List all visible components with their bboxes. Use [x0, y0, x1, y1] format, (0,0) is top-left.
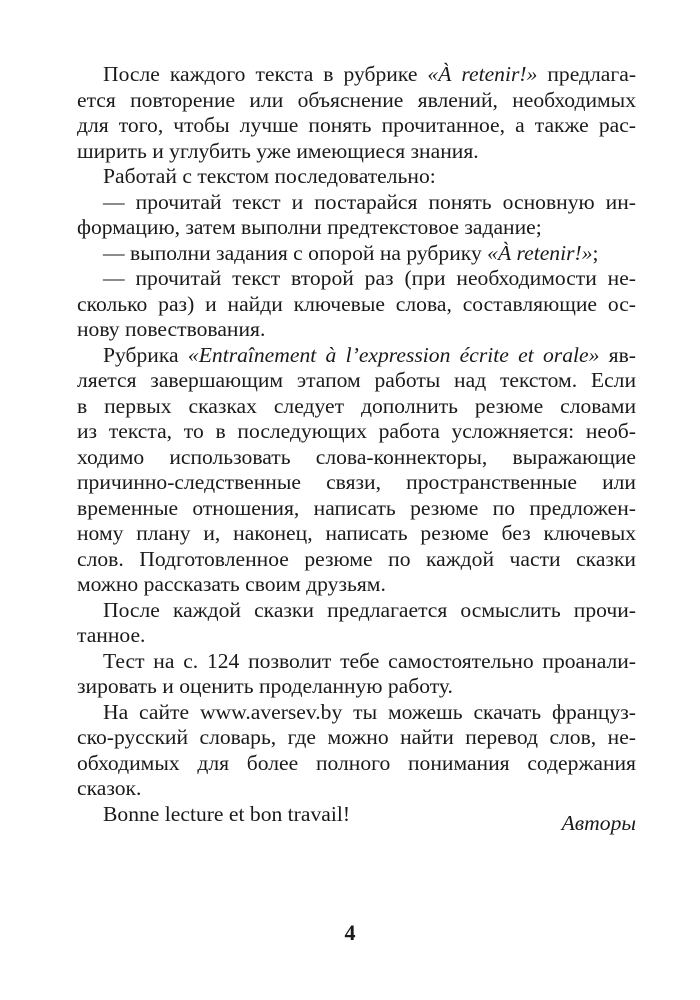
text-segment: ляется завершающим этапом работы над текстом. Если: [77, 368, 636, 392]
paragraph: [77, 190, 636, 241]
text-segment: — прочитай текст второй раз (при необходимости не-: [103, 266, 636, 290]
text-line: [77, 62, 636, 88]
text-line: [77, 547, 636, 573]
text-segment: Рубрика: [103, 342, 188, 367]
text-line: [77, 521, 636, 547]
text-segment: для того, чтобы лучше понять прочитанное, а также рас-: [77, 113, 636, 137]
paragraph: [77, 700, 636, 802]
text-segment: яв-: [599, 342, 636, 367]
text-line: [77, 88, 636, 114]
text-line: [77, 623, 636, 649]
italic-term: «Entraînement à l’expression écrite et orale»: [187, 342, 600, 367]
text-segment: танное.: [77, 623, 146, 647]
text-line: [77, 368, 636, 394]
paragraph: [77, 62, 636, 164]
paragraph: [77, 649, 636, 700]
text-segment: формацию, затем выполни предтекстовое задание;: [77, 215, 542, 239]
text-segment: Bonne lecture et bon travail!: [103, 801, 351, 826]
italic-term: «À retenir!»: [427, 62, 538, 86]
text-segment: обходимых для более полного понимания содержания: [77, 750, 636, 775]
text-segment: ско-русский словарь, где можно найти перевод слов, не-: [77, 725, 636, 749]
text-segment: На сайте www.aversev.by ты можешь скачать француз-: [103, 699, 636, 724]
text-segment: После каждой сказки предлагается осмыслить прочи-: [103, 597, 636, 622]
text-line: [77, 445, 636, 471]
text-segment: причинно-следственные связи, пространственные или: [77, 470, 636, 494]
text-segment: сколько раз) и найди ключевые слова, составляющие ос-: [77, 291, 636, 316]
text-line: [77, 572, 636, 598]
text-line: [77, 674, 636, 700]
text-line: [77, 700, 636, 726]
text-segment: ется повторение или объяснение явлений, необходимых: [77, 87, 636, 112]
text-line: [77, 113, 636, 139]
paragraph: [77, 598, 636, 649]
text-line: [77, 776, 636, 802]
text-segment: ширить и углубить уже имеющиеся знания.: [77, 138, 479, 163]
text-segment: ;: [592, 240, 599, 265]
text-line: [77, 394, 636, 420]
text-segment: временные отношения, написать резюме по предложен-: [77, 495, 636, 520]
text-line: [77, 598, 636, 624]
paragraph: [77, 241, 636, 267]
text-segment: сказок.: [77, 776, 142, 800]
paragraph: [77, 164, 636, 190]
body-text: [77, 62, 636, 827]
text-segment: зировать и оценить проделанную работу.: [77, 674, 453, 698]
text-line: [77, 190, 636, 216]
paragraph: [77, 266, 636, 343]
text-segment: можно рассказать своим друзьям.: [77, 572, 386, 596]
signature-authors: Авторы: [561, 811, 636, 835]
text-segment: — прочитай текст и постарайся понять основную ин-: [103, 189, 636, 214]
text-line: [77, 725, 636, 751]
text-segment: ному плану и, наконец, написать резюме без ключевых: [77, 521, 636, 545]
text-line: [77, 751, 636, 777]
text-line: [77, 419, 636, 445]
text-line: [77, 802, 636, 828]
page-number: 4: [344, 920, 356, 945]
text-segment: — выполни задания с опорой на рубрику: [103, 240, 488, 265]
text-line: [77, 317, 636, 343]
text-line: [77, 139, 636, 165]
text-segment: предлага-: [537, 62, 637, 86]
text-segment: Работай с текстом последовательно:: [103, 164, 436, 188]
italic-term: «À retenir!»: [487, 240, 593, 265]
text-line: [77, 343, 636, 369]
text-line: [77, 266, 636, 292]
text-line: [77, 292, 636, 318]
text-segment: ходимо использовать слова-коннекторы, выражающие: [77, 444, 636, 469]
text-segment: в первых сказках следует дополнить резюме словами: [77, 393, 636, 418]
text-line: [77, 215, 636, 241]
text-segment: слов. Подготовленное резюме по каждой части сказки: [77, 546, 636, 571]
text-segment: из текста, то в последующих работа усложняется: необ-: [77, 419, 636, 443]
text-line: [77, 164, 636, 190]
paragraph: [77, 802, 636, 828]
text-segment: После каждого текста в рубрике: [103, 62, 428, 86]
text-segment: нову повествования.: [77, 317, 266, 341]
paragraph: [77, 343, 636, 598]
text-line: [77, 470, 636, 496]
text-line: [77, 649, 636, 675]
text-line: [77, 496, 636, 522]
text-segment: Тест на с. 124 позволит тебе самостоятельно проанали-: [103, 648, 636, 673]
text-line: [77, 241, 636, 267]
